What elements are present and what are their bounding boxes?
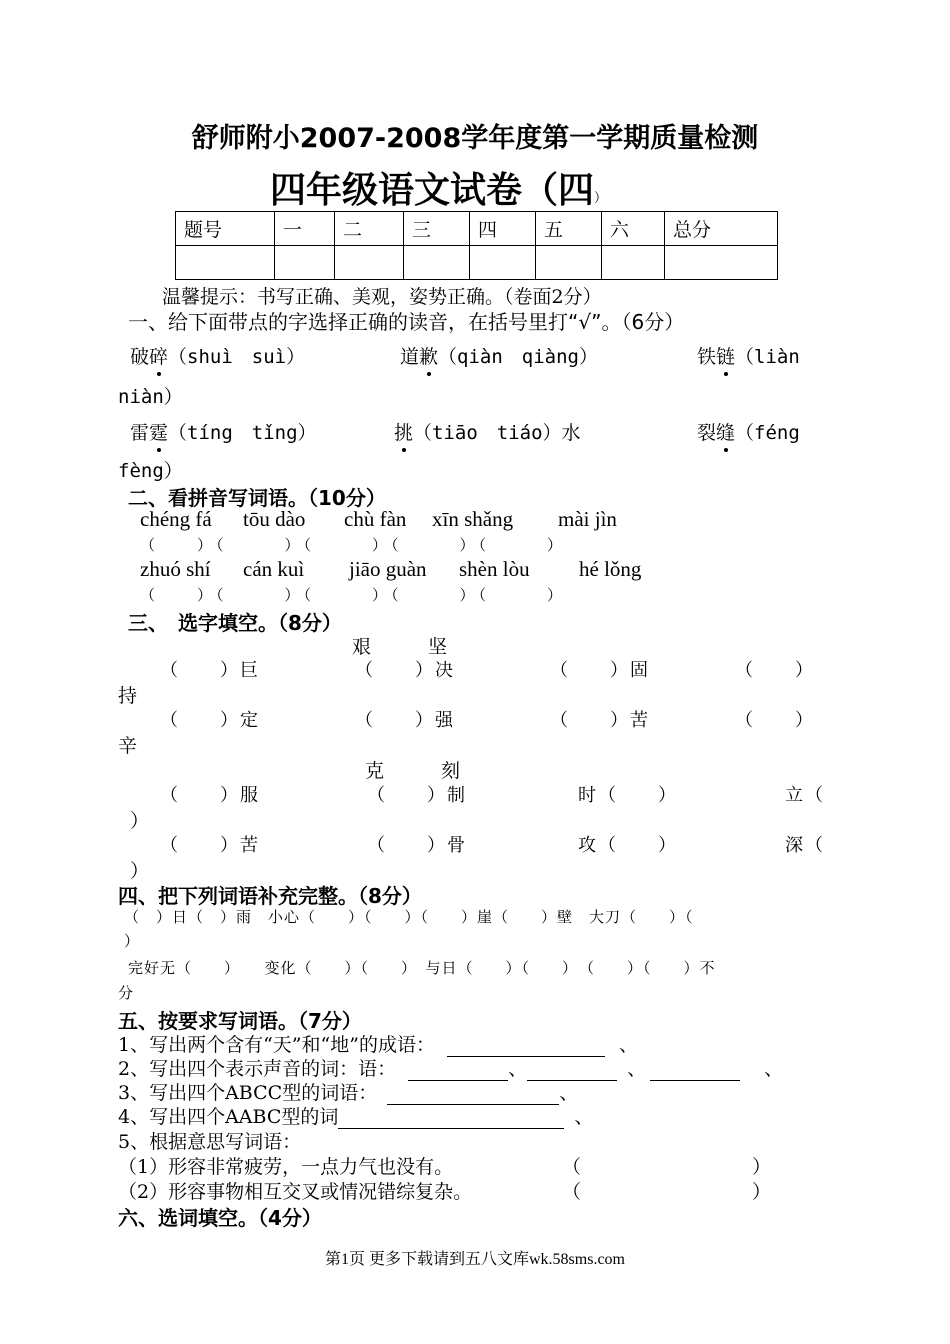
section1-row2-c xyxy=(697,418,800,445)
answer-blanks-row-2[interactable]: （ ）（ ）（ ）（ ）（ ） xyxy=(140,586,567,604)
dotted-char: 缝 xyxy=(716,422,736,444)
fill-item[interactable]: 时（ ） xyxy=(578,785,678,806)
char-pair-2: 克 刻 xyxy=(365,760,461,782)
section1-row2-b xyxy=(394,418,581,445)
dotted-char: 碎 xyxy=(149,346,169,368)
score-header-cell: 二 xyxy=(335,212,404,246)
question-text: 1、写出两个含有“天”和“地”的成语： xyxy=(118,1034,435,1056)
fill-item[interactable]: （ ） xyxy=(735,710,815,731)
answer-paren[interactable]: （ ） xyxy=(562,1181,772,1203)
fill-item[interactable]: 深（ xyxy=(785,835,825,856)
exam-title-main: 四年级语文试卷（四 xyxy=(270,170,595,211)
pinyin-options[interactable]: （tíng tǐng） xyxy=(168,422,317,444)
separator: 、 xyxy=(508,1058,528,1080)
section4-title: 四、把下列词语补充完整。（8分） xyxy=(118,884,422,908)
section5-title: 五、按要求写词语。（7分） xyxy=(118,1009,362,1033)
score-value-cell[interactable] xyxy=(470,246,536,280)
section1-row2 xyxy=(130,418,317,445)
fill-item-cont: ） xyxy=(130,860,150,882)
question-5-3 xyxy=(118,1078,578,1105)
score-value-cell[interactable] xyxy=(665,246,778,280)
score-header-cell: 六 xyxy=(602,212,665,246)
dotted-char: 歉 xyxy=(419,346,439,368)
fill-item[interactable]: （ ）固 xyxy=(550,660,650,681)
question-5-4 xyxy=(118,1102,593,1129)
exam-title-paren: ） xyxy=(594,191,608,206)
section3-title: 三、 选字填空。（8分） xyxy=(128,611,342,635)
score-table xyxy=(175,211,778,280)
pinyin-word: hé lǒng xyxy=(579,557,642,581)
word-char: 雷 xyxy=(130,422,150,444)
exam-title-line2 xyxy=(270,162,607,213)
score-value-cell[interactable] xyxy=(536,246,602,280)
word-char: 裂 xyxy=(697,422,717,444)
word-char: 破 xyxy=(130,346,150,368)
answer-line[interactable] xyxy=(650,1058,740,1081)
separator: 、 xyxy=(618,1034,638,1056)
score-value-cell[interactable] xyxy=(602,246,665,280)
idiom-line-2[interactable]: 完好无（ ） 变化（ ）（ ） 与日（ ）（ ） （ ）（ ）不 xyxy=(128,959,716,977)
score-header-cell: 一 xyxy=(275,212,335,246)
fill-item[interactable]: （ ）制 xyxy=(367,785,467,806)
answer-paren[interactable]: （ ） xyxy=(562,1156,772,1178)
word-char: 道 xyxy=(400,346,420,368)
question-text: 2、写出四个表示声音的词：语： xyxy=(118,1058,397,1080)
pinyin-word: chù fàn xyxy=(344,507,407,531)
score-header-cell: 五 xyxy=(536,212,602,246)
tip: 温馨提示：书写正确、美观，姿势正确。（卷面2分） xyxy=(162,286,602,308)
fill-item-cont: ） xyxy=(130,810,150,832)
question-text: 4、写出四个AABC型的词 xyxy=(118,1106,339,1128)
fill-item[interactable]: （ ）服 xyxy=(160,785,260,806)
fill-item[interactable]: （ ） xyxy=(735,660,815,681)
idiom-line-2-cont: 分 xyxy=(118,984,134,1002)
section1-row1-cont: niàn） xyxy=(118,386,183,408)
score-value-cell[interactable] xyxy=(275,246,335,280)
question-5-1 xyxy=(118,1030,638,1057)
pinyin-options[interactable]: （liàn xyxy=(735,346,800,368)
answer-blanks-row-1[interactable]: （ ）（ ）（ ）（ ）（ ） xyxy=(140,536,567,554)
pinyin-options[interactable]: （féng xyxy=(735,422,800,444)
dotted-char: 霆 xyxy=(149,422,169,444)
section2-title: 二、看拼音写词语。（10分） xyxy=(128,486,386,510)
fill-item[interactable]: 攻（ ） xyxy=(578,835,678,856)
score-header-cell: 题号 xyxy=(176,212,275,246)
separator: 、 xyxy=(559,1082,579,1104)
pinyin-word: zhuó shí xyxy=(140,557,211,581)
question-5-5a: （1）形容非常疲劳，一点力气也没有。 xyxy=(118,1156,454,1178)
char-pair-1: 艰 坚 xyxy=(352,636,448,658)
fill-item-cont: 辛 xyxy=(118,735,138,757)
page-footer: 第1页 更多下载请到五八文库wk.58sms.com xyxy=(324,1251,625,1268)
fill-item[interactable]: （ ）巨 xyxy=(160,660,260,681)
fill-item[interactable]: （ ）定 xyxy=(160,710,260,731)
exam-title-line1: 舒师附小2007-2008学年度第一学期质量检测 xyxy=(191,123,759,154)
score-header-cell: 总分 xyxy=(665,212,778,246)
pinyin-options[interactable]: （tiāo tiáo）水 xyxy=(413,422,581,444)
answer-line[interactable] xyxy=(338,1106,564,1129)
score-value-cell[interactable] xyxy=(404,246,470,280)
fill-item[interactable]: （ ）强 xyxy=(355,710,455,731)
word-char: 铁 xyxy=(697,346,717,368)
score-table-value-row xyxy=(176,246,778,280)
idiom-line-1-cont: ） xyxy=(124,932,140,950)
fill-item[interactable]: （ ）决 xyxy=(355,660,455,681)
section6-title: 六、选词填空。（4分） xyxy=(118,1206,322,1230)
fill-item[interactable]: （ ）骨 xyxy=(367,835,467,856)
pinyin-word: shèn lòu xyxy=(459,557,530,581)
fill-item-cont: 持 xyxy=(118,685,138,707)
separator: 、 xyxy=(574,1106,594,1128)
pinyin-options[interactable]: （shuì suì） xyxy=(168,346,306,368)
section1-row1-c xyxy=(697,342,800,369)
score-header-cell: 三 xyxy=(404,212,470,246)
pinyin-word: mài jìn xyxy=(558,507,617,531)
dotted-char: 链 xyxy=(716,346,736,368)
question-text: 3、写出四个ABCC型的词语： xyxy=(118,1082,378,1104)
idiom-line-1[interactable]: （ ）日（ ）雨 小心（ ）（ ）（ ）崖（ ）壁 大刀（ ）（ xyxy=(124,908,694,926)
question-5-5: 5、根据意思写词语： xyxy=(118,1131,302,1153)
fill-item[interactable]: （ ）苦 xyxy=(550,710,650,731)
pinyin-word: cán kuì xyxy=(243,557,305,581)
score-value-cell[interactable] xyxy=(335,246,404,280)
pinyin-word: chéng fá xyxy=(140,507,212,531)
separator: 、 xyxy=(764,1058,784,1080)
section1-row1 xyxy=(130,342,305,369)
question-5-5b: （2）形容事物相互交叉或情况错综复杂。 xyxy=(118,1181,473,1203)
score-value-cell[interactable] xyxy=(176,246,275,280)
section1-title: 一、给下面带点的字选择正确的读音，在括号里打“√”。（6分） xyxy=(128,310,685,334)
question-5-2 xyxy=(118,1054,783,1081)
score-header-cell: 四 xyxy=(470,212,536,246)
separator: 、 xyxy=(627,1058,647,1080)
pinyin-word: tōu dào xyxy=(243,507,306,531)
section1-row1-b xyxy=(400,342,598,369)
pinyin-word: xīn shǎng xyxy=(432,507,514,531)
dotted-char: 挑 xyxy=(394,422,414,444)
pinyin-word: jiāo guàn xyxy=(349,557,427,581)
fill-item[interactable]: （ ）苦 xyxy=(160,835,260,856)
score-table-header-row xyxy=(176,212,778,246)
fill-item[interactable]: 立（ xyxy=(785,785,825,806)
section1-row2-cont: fèng） xyxy=(118,460,183,482)
pinyin-options[interactable]: （qiàn qiàng） xyxy=(438,346,598,368)
